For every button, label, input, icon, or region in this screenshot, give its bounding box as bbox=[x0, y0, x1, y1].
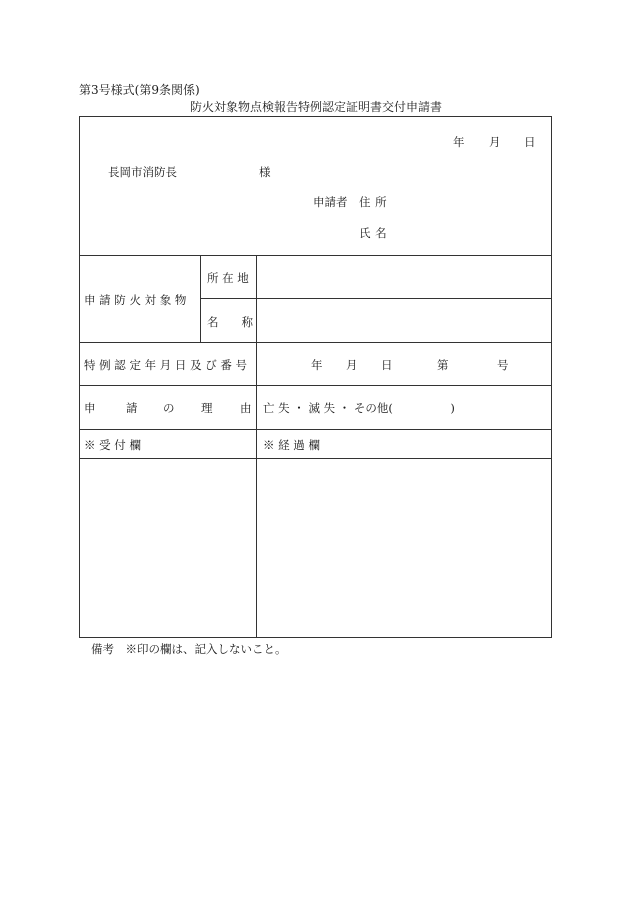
cert-number-prefix: 第 bbox=[437, 358, 449, 372]
progress-column-label: ※ 経 過 欄 bbox=[263, 438, 320, 452]
table-border-bottom bbox=[79, 637, 552, 638]
table-border-right bbox=[551, 116, 552, 638]
location-label: 所 在 地 bbox=[207, 271, 249, 285]
form-title: 防火対象物点検報告特例認定証明書交付申請書 bbox=[190, 100, 443, 114]
cert-day-label: 日 bbox=[381, 358, 393, 372]
remarks-note: 備考 ※印の欄は、記入しないこと。 bbox=[91, 642, 287, 656]
certification-label: 特 例 認 定 年 月 日 及 び 番 号 bbox=[84, 358, 248, 372]
honorific-label: 様 bbox=[259, 165, 271, 179]
column-divider bbox=[200, 255, 201, 343]
date-day-label: 日 bbox=[524, 135, 536, 149]
row-divider bbox=[79, 255, 552, 256]
property-name-label: 名 称 bbox=[207, 315, 253, 329]
addressee-label: 長岡市消防長 bbox=[108, 165, 177, 179]
applicant-name-label: 氏 名 bbox=[359, 226, 388, 240]
date-year-label: 年 bbox=[453, 135, 465, 149]
progress-box[interactable] bbox=[257, 459, 551, 637]
reception-box[interactable] bbox=[80, 459, 256, 637]
cert-number-suffix: 号 bbox=[497, 358, 509, 372]
reason-label-char: 由 bbox=[240, 401, 252, 415]
reason-label-char: 請 bbox=[126, 401, 138, 415]
reason-label-char: 理 bbox=[201, 401, 213, 415]
reason-options: 亡 失 ・ 滅 失 ・ その他( ) bbox=[263, 401, 455, 415]
row-divider bbox=[79, 385, 552, 386]
row-divider bbox=[200, 298, 552, 299]
form-number-label: 第3号様式(第9条関係) bbox=[79, 83, 200, 97]
reception-column-label: ※ 受 付 欄 bbox=[84, 438, 141, 452]
row-divider bbox=[79, 429, 552, 430]
reason-label-char: 申 bbox=[84, 401, 96, 415]
reason-label-char: の bbox=[163, 401, 175, 415]
cert-year-label: 年 bbox=[311, 358, 323, 372]
row-divider bbox=[79, 342, 552, 343]
table-border-top bbox=[79, 116, 552, 117]
cert-month-label: 月 bbox=[346, 358, 358, 372]
applicant-address-label: 住 所 bbox=[359, 195, 388, 209]
date-month-label: 月 bbox=[489, 135, 501, 149]
applicant-label: 申請者 bbox=[313, 195, 348, 209]
target-property-label: 申 請 防 火 対 象 物 bbox=[84, 293, 187, 307]
